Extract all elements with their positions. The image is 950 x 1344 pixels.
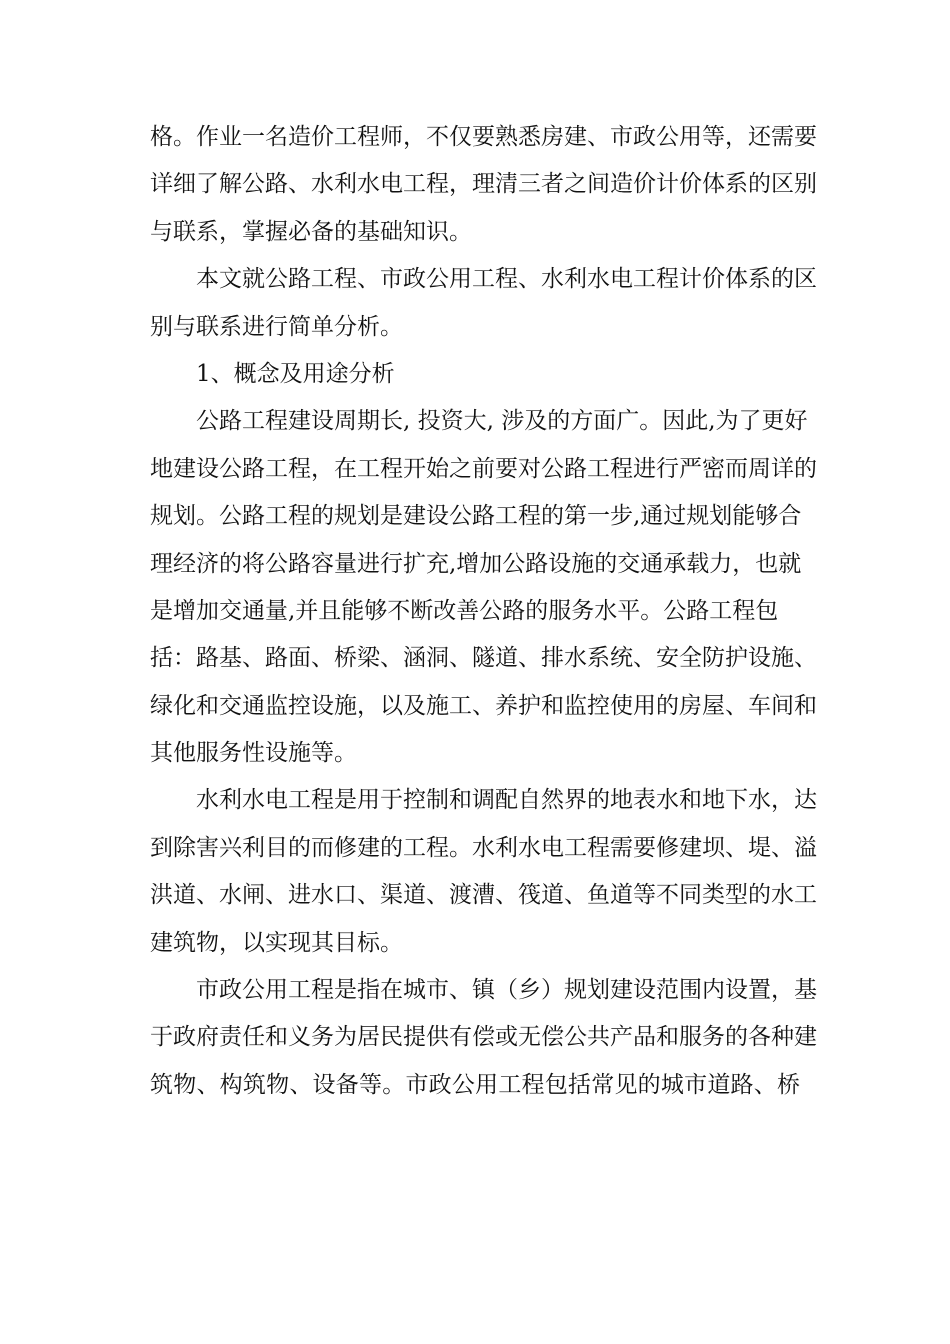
- text-line: 格。作业一名造价工程师，不仅要熟悉房建、市政公用等，还需要: [150, 124, 817, 150]
- text-line: 详细了解公路、水利水电工程，理清三者之间造价计价体系的区别: [150, 171, 817, 198]
- text-line: 本文就公路工程、市政公用工程、水利水电工程计价体系的区: [196, 266, 817, 293]
- text-line: 水利水电工程是用于控制和调配自然界的地表水和地下水，达: [196, 787, 817, 814]
- text-line: 是增加交通量,并且能够不断改善公路的服务水平。公路工程包: [150, 597, 779, 624]
- text-line: 到除害兴利目的而修建的工程。水利水电工程需要修建坝、堤、溢: [150, 834, 817, 861]
- text-line: 规划。公路工程的规划是建设公路工程的第一步,通过规划能够合: [150, 503, 802, 530]
- text-line: 建筑物，以实现其目标。: [150, 929, 403, 956]
- text-line: 1、概念及用途分析: [196, 360, 395, 387]
- text-line: 括：路基、路面、桥梁、涵洞、隧道、排水系统、安全防护设施、: [150, 645, 817, 672]
- text-line: 与联系，掌握必备的基础知识。: [150, 218, 472, 245]
- text-line: 于政府责任和义务为居民提供有偿或无偿公共产品和服务的各种建: [150, 1024, 817, 1051]
- text-line: 市政公用工程是指在城市、镇（乡）规划建设范围内设置，基: [196, 977, 817, 1004]
- text-line: 绿化和交通监控设施，以及施工、养护和监控使用的房屋、车间和: [150, 692, 817, 719]
- document-body: [150, 114, 817, 1109]
- text-line: 地建设公路工程，在工程开始之前要对公路工程进行严密而周详的: [150, 455, 817, 482]
- text-line: 其他服务性设施等。: [150, 740, 357, 767]
- text-line: 筑物、构筑物、设备等。市政公用工程包括常见的城市道路、桥: [150, 1071, 800, 1098]
- text-line: 洪道、水闸、进水口、渠道、渡漕、筏道、鱼道等不同类型的水工: [150, 882, 817, 909]
- text-line: 别与联系进行简单分析。: [150, 313, 403, 340]
- text-line: 理经济的将公路容量进行扩充,增加公路设施的交通承载力，也就: [150, 550, 802, 577]
- text-line: 公路工程建设周期长, 投资大, 涉及的方面广。因此,为了更好: [196, 408, 808, 435]
